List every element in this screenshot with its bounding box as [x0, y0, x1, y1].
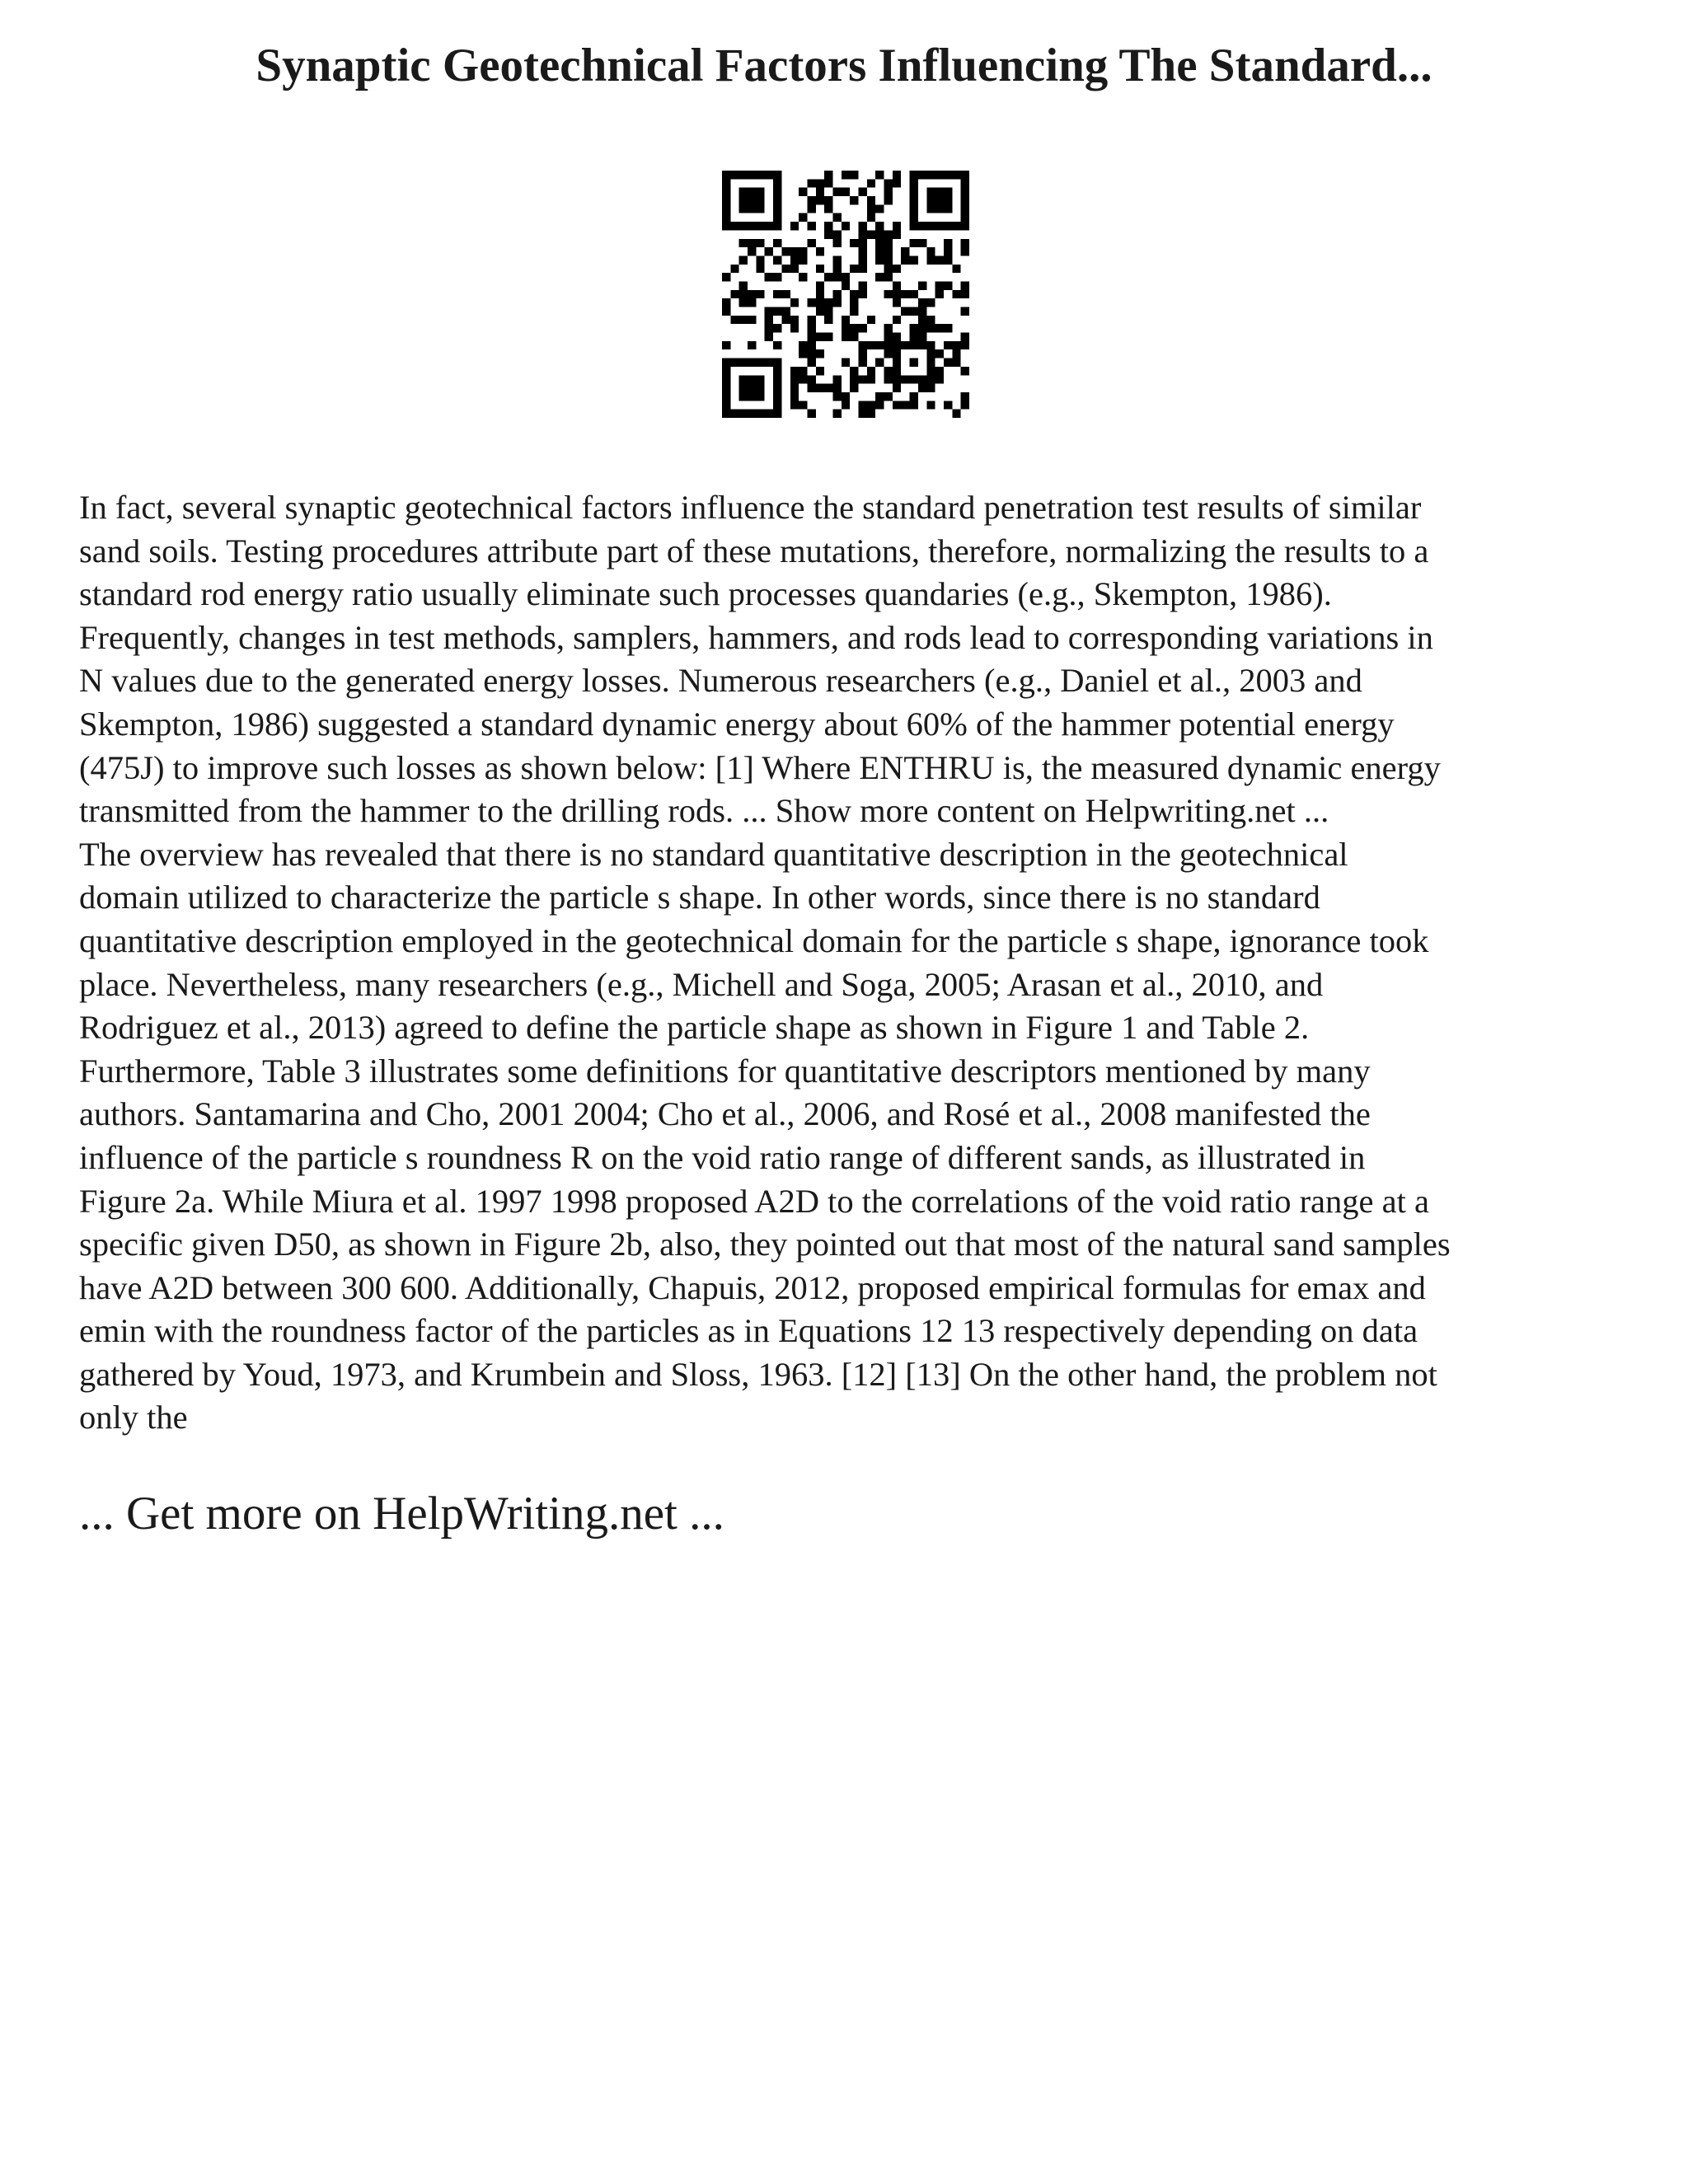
body-line: Rodriguez et al., 2013) agreed to define the particle shape as shown in Figure 1 and Table 2.: [79, 1009, 1310, 1047]
qr-code-icon: [722, 171, 969, 418]
body-line: transmitted from the hammer to the drilling rods. ... Show more content on Helpwriting.net ...: [79, 792, 1329, 830]
article-body: [79, 486, 1629, 1440]
body-line: have A2D between 300 600. Additionally, Chapuis, 2012, proposed empirical formulas for emax and: [79, 1268, 1426, 1306]
body-line: standard rod energy ratio usually eliminate such processes quandaries (e.g., Skempton, 1986).: [79, 575, 1332, 613]
body-line: sand soils. Testing procedures attribute part of these mutations, therefore, normalizing the results to a: [79, 532, 1429, 569]
get-more-link[interactable]: ... Get more on HelpWriting.net ...: [79, 1488, 724, 1540]
body-line: emin with the roundness factor of the particles as in Equations 12 13 respectively depending on data: [79, 1312, 1418, 1350]
body-line: only the: [79, 1399, 188, 1436]
body-line: specific given D50, as shown in Figure 2b, also, they pointed out that most of the natural sand samples: [79, 1226, 1451, 1263]
body-line: N values due to the generated energy losses. Numerous researchers (e.g., Daniel et al., 2003 and: [79, 662, 1362, 700]
body-line: gathered by Youd, 1973, and Krumbein and Sloss, 1963. [12] [13] On the other hand, the problem not: [79, 1355, 1437, 1393]
body-line: quantitative description employed in the geotechnical domain for the particle s shape, ignorance took: [79, 921, 1429, 959]
body-line: The overview has revealed that there is no standard quantitative description in the geotechnical: [79, 835, 1348, 873]
body-line: Skempton, 1986) suggested a standard dynamic energy about 60% of the hammer potential energy: [79, 705, 1395, 743]
body-line: influence of the particle s roundness R on the void ratio range of different sands, as illustrated in: [79, 1138, 1366, 1176]
page-title: Synaptic Geotechnical Factors Influencing The Standard...: [256, 40, 1432, 91]
body-line: In fact, several synaptic geotechnical factors influence the standard penetration test results of similar: [79, 489, 1422, 526]
body-line: authors. Santamarina and Cho, 2001 2004; Cho et al., 2006, and Rosé et al., 2008 manifested the: [79, 1095, 1371, 1133]
body-line: place. Nevertheless, many researchers (e.g., Michell and Soga, 2005; Arasan et al., 2010, and: [79, 965, 1324, 1003]
body-line: Furthermore, Table 3 illustrates some definitions for quantitative descriptors mentioned by many: [79, 1052, 1371, 1090]
body-line: Figure 2a. While Miura et al. 1997 1998 proposed A2D to the correlations of the void ratio range at a: [79, 1182, 1429, 1220]
body-line: (475J) to improve such losses as shown below: [1] Where ENTHRU is, the measured dynamic energy: [79, 748, 1441, 786]
body-line: Frequently, changes in test methods, samplers, hammers, and rods lead to corresponding variations in: [79, 618, 1433, 656]
body-line: domain utilized to characterize the particle s shape. In other words, since there is no standard: [79, 879, 1320, 916]
